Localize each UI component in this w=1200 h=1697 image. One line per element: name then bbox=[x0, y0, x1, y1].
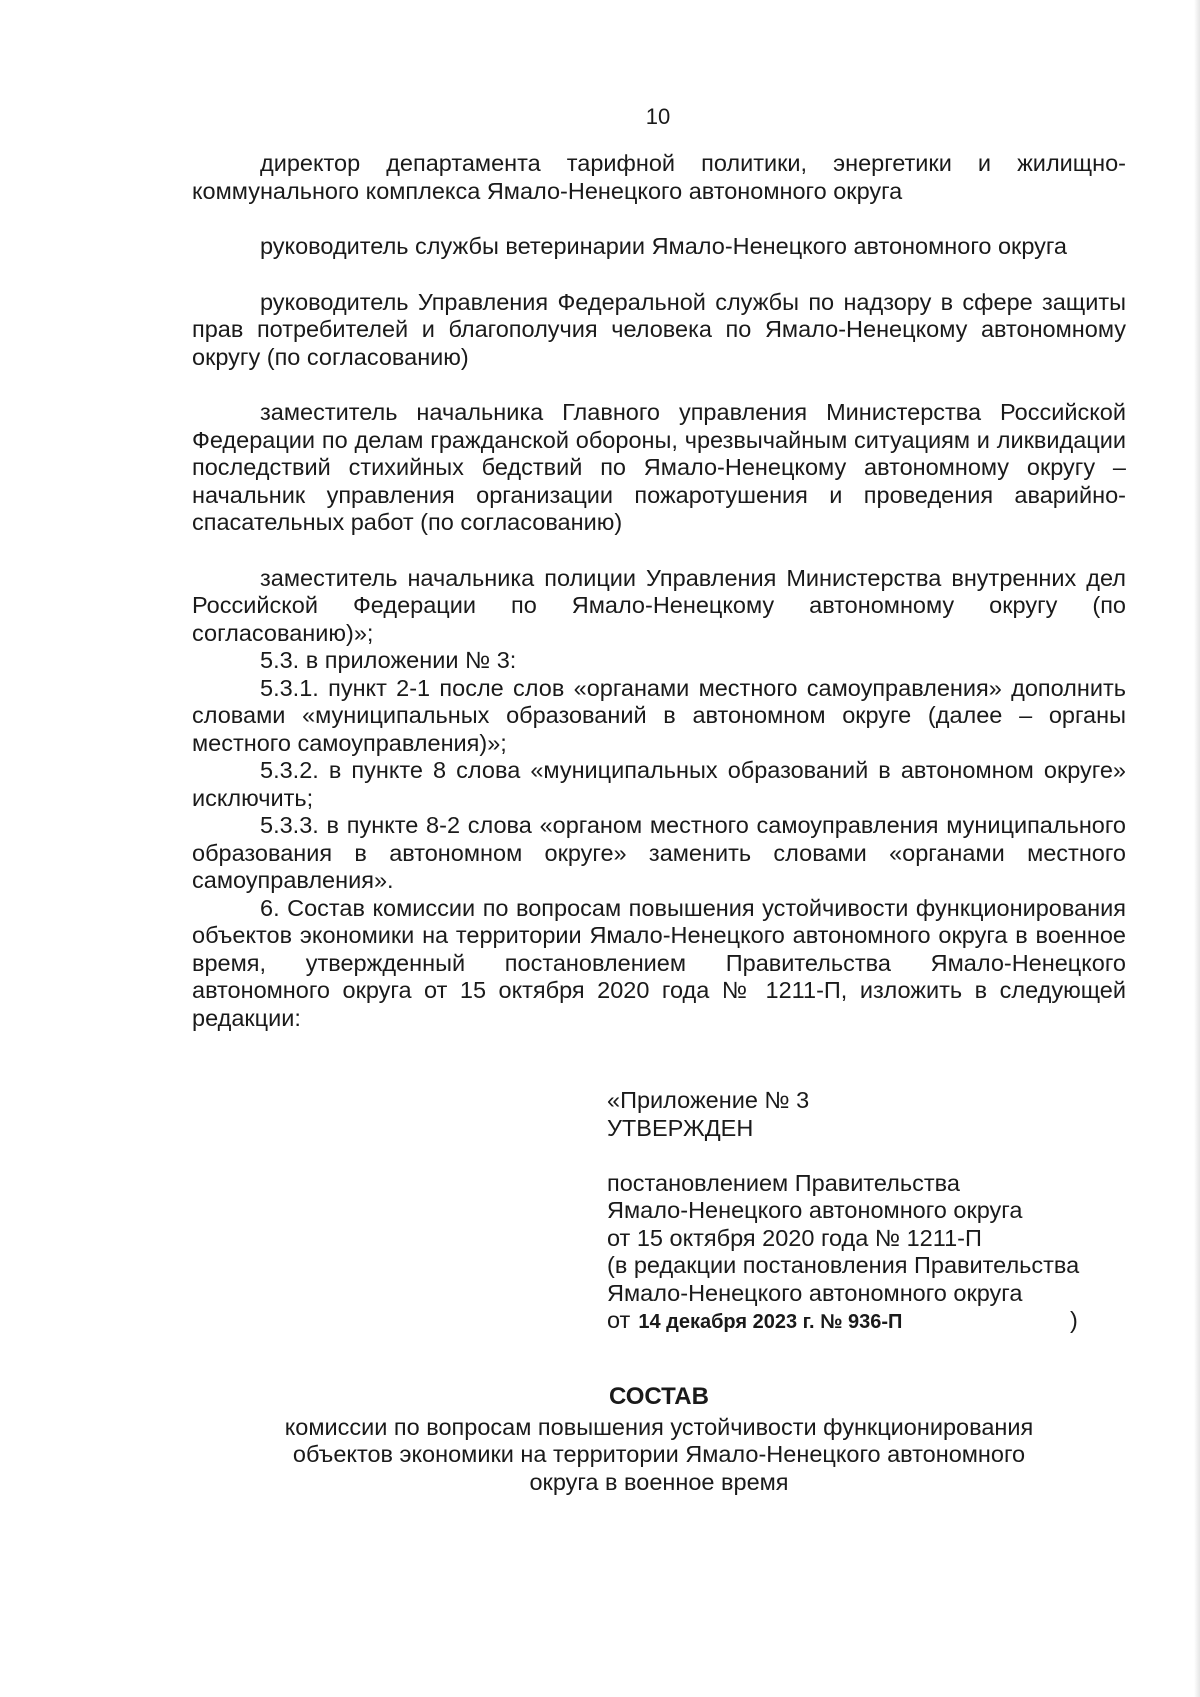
heading-subtitle-line-3: округа в военное время bbox=[529, 1468, 789, 1495]
heading-subtitle-line-1: комиссии по вопросам повышения устойчивости функционирования bbox=[284, 1413, 1034, 1440]
approval-block bbox=[607, 1087, 1132, 1337]
approval-line-4: (в редакции постановления Правительства bbox=[607, 1252, 1080, 1278]
paragraph-mchs: заместитель начальника Главного управления Министерства Российской Федерации по делам гражданской обороны, чрезвычайным ситуациям и ликвидации последствий стихийных бедствий по Ямало-Ненецкому автономному округу – начальник управления организации пожаротушения и проведения аварийно-спасательных работ (по согласованию) bbox=[192, 399, 1126, 535]
paragraph-5-3-3: 5.3.3. в пункте 8-2 слова «органом местного самоуправления муниципального образования в автономном округе» заменить словами «органами местного самоуправления». bbox=[192, 812, 1126, 893]
paragraph-veterinary: руководитель службы ветеринарии Ямало-Ненецкого автономного округа bbox=[260, 233, 1067, 259]
paragraph-5-3: 5.3. в приложении № 3: bbox=[260, 647, 517, 673]
heading-subtitle-line-2: объектов экономики на территории Ямало-Ненецкого автономного bbox=[292, 1441, 1026, 1467]
heading-title: СОСТАВ bbox=[609, 1383, 709, 1410]
paragraph-rospotrebnadzor: руководитель Управления Федеральной службы по надзору в сфере защиты прав потребителей и благополучия человека по Ямало-Ненецкому автономному округу (по согласованию) bbox=[192, 288, 1126, 370]
approval-line-3: от 15 октября 2020 года № 1211-П bbox=[607, 1224, 982, 1251]
annex-label: «Приложение № 3 bbox=[607, 1087, 810, 1113]
composition-heading bbox=[192, 1383, 1126, 1496]
date-close-paren: ) bbox=[1070, 1307, 1078, 1333]
approval-line-2: Ямало-Ненецкого автономного округа bbox=[607, 1197, 1023, 1223]
paragraph-6: 6. Состав комиссии по вопросам повышения устойчивости функционирования объектов экономики на территории Ямало-Ненецкого автономного округа в военное время, утвержденный постановлением Правительства Ямало-Ненецкого автономного округа от 15 октября 2020 года № 1211-П, изложить в следующей редакции: bbox=[192, 894, 1126, 1031]
paragraph-5-3-2: 5.3.2. в пункте 8 слова «муниципальных образований в автономном округе» исключить; bbox=[192, 757, 1126, 811]
date-stamp: 14 декабря 2023 г. № 936-П bbox=[638, 1311, 903, 1333]
page-edge-shadow bbox=[1194, 0, 1200, 1697]
approval-date-line bbox=[607, 1307, 1132, 1337]
approved-label: УТВЕРЖДЕН bbox=[607, 1114, 754, 1141]
approval-line-5: Ямало-Ненецкого автономного округа bbox=[607, 1279, 1023, 1306]
date-prefix: от bbox=[607, 1307, 631, 1333]
approval-spacer bbox=[607, 1142, 1132, 1170]
paragraph-director: директор департамента тарифной политики, энергетики и жилищно-коммунального комплекса Ямало-Ненецкого автономного округа bbox=[192, 150, 1126, 204]
page-number: 10 bbox=[645, 104, 671, 129]
body-text bbox=[192, 150, 1126, 1032]
approval-line-1: постановлением Правительства bbox=[607, 1169, 960, 1196]
paragraph-5-3-1: 5.3.1. пункт 2-1 после слов «органами местного самоуправления» дополнить словами «муниципальных образований в автономном округе (далее – органы местного самоуправления)»; bbox=[192, 674, 1126, 756]
paragraph-police: заместитель начальника полиции Управления Министерства внутренних дел Российской Федерации по Ямало-Ненецкому автономному округу (по согласованию)»; bbox=[192, 564, 1126, 646]
